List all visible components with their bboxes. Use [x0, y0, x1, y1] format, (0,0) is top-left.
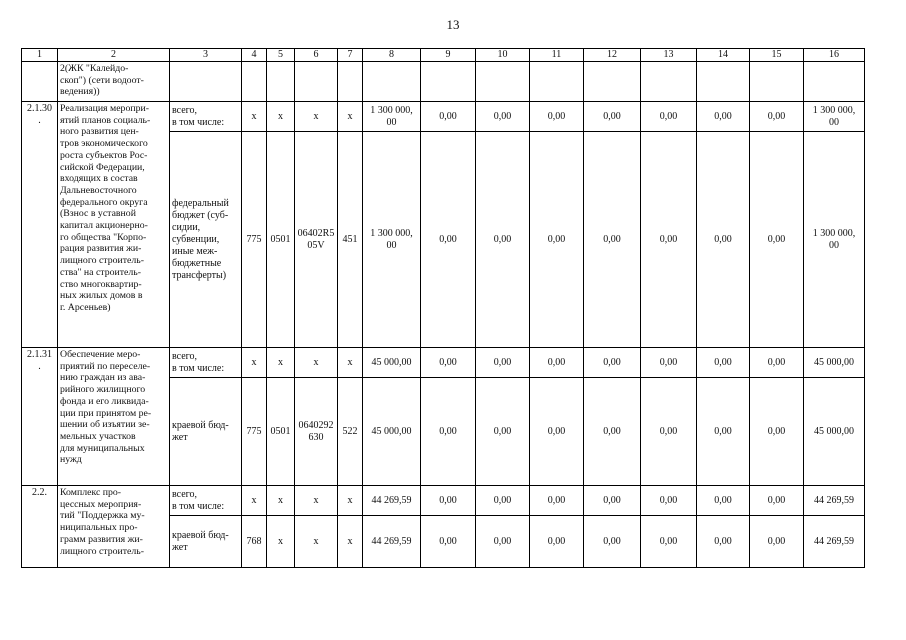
item-name: Обеспечение меро- приятий по переселе- нию граждан из ава- рийного жилищного фонда и его ликвида- ции при принятом ре- шении об изъятии зе- мельных участков для муниципальных нужд: [58, 348, 170, 486]
value-cell: 45 000,00: [363, 348, 421, 378]
value-cell: x: [338, 486, 363, 516]
value-cell: 0,00: [584, 486, 641, 516]
empty-cell: [584, 62, 641, 102]
empty-cell: [338, 62, 363, 102]
value-cell: 768: [242, 516, 267, 568]
value-cell: 0,00: [476, 516, 530, 568]
value-cell: x: [242, 102, 267, 132]
value-cell: 44 269,59: [363, 486, 421, 516]
value-cell: 0,00: [476, 378, 530, 486]
value-cell: x: [295, 102, 338, 132]
header-cell: 13: [641, 49, 697, 62]
header-cell: 12: [584, 49, 641, 62]
empty-cell: [295, 62, 338, 102]
header-cell: 9: [421, 49, 476, 62]
funding-source: федеральный бюджет (суб- сидии, субвенции, иные меж- бюджетные трансферты): [170, 132, 242, 348]
value-cell: 0,00: [530, 378, 584, 486]
item-total-row: [22, 348, 865, 378]
header-cell: 8: [363, 49, 421, 62]
value-cell: 1 300 000, 00: [804, 132, 865, 348]
value-cell: 0,00: [641, 132, 697, 348]
header-cell: 15: [750, 49, 804, 62]
value-cell: 775: [242, 378, 267, 486]
value-cell: 0,00: [421, 132, 476, 348]
header-cell: 6: [295, 49, 338, 62]
value-cell: 0,00: [421, 516, 476, 568]
value-cell: 0,00: [530, 132, 584, 348]
header-cell: 11: [530, 49, 584, 62]
continuation-row: [22, 62, 865, 102]
empty-cell: [421, 62, 476, 102]
value-cell: 0501: [267, 378, 295, 486]
item-number: 2.1.31 .: [22, 348, 58, 486]
value-cell: x: [267, 348, 295, 378]
value-cell: 0,00: [584, 378, 641, 486]
value-cell: x: [338, 348, 363, 378]
value-cell: 0,00: [750, 378, 804, 486]
item-name: Комплекс про- цессных мероприя- тий "Поддержка му- ниципальных про- грамм развития жи- лищного строитель-: [58, 486, 170, 568]
value-cell: 0501: [267, 132, 295, 348]
funding-source: всего, в том числе:: [170, 102, 242, 132]
empty-cell: [697, 62, 750, 102]
empty-cell: [242, 62, 267, 102]
value-cell: 0,00: [530, 516, 584, 568]
value-cell: 0,00: [697, 516, 750, 568]
value-cell: 451: [338, 132, 363, 348]
empty-cell: [530, 62, 584, 102]
empty-cell: [363, 62, 421, 102]
item-total-row: [22, 102, 865, 132]
funding-source: всего, в том числе:: [170, 348, 242, 378]
value-cell: 45 000,00: [804, 378, 865, 486]
value-cell: 44 269,59: [804, 516, 865, 568]
value-cell: 0,00: [750, 486, 804, 516]
value-cell: 0,00: [641, 102, 697, 132]
item-name: Реализация меропри- ятий планов социаль- ного развития цен- тров экономического роста субъектов Рос- сийской Федерации, входящих в состав Дальневосточного федерального округа (Взнос в уставной капитал акционерно- го общества "Корпо- рация развития жи- лищного строитель- ства" на строитель- ство многоквартир- ных жилых домов в г. Арсеньев): [58, 102, 170, 348]
value-cell: 0,00: [641, 516, 697, 568]
value-cell: 0,00: [750, 132, 804, 348]
empty-cell: [170, 62, 242, 102]
item-total-row: [22, 486, 865, 516]
value-cell: 0,00: [584, 102, 641, 132]
page-number: 13: [446, 17, 460, 32]
value-cell: 0,00: [530, 486, 584, 516]
value-cell: 0,00: [584, 132, 641, 348]
funding-source: краевой бюд- жет: [170, 516, 242, 568]
value-cell: 44 269,59: [804, 486, 865, 516]
value-cell: 45 000,00: [363, 378, 421, 486]
funding-source: всего, в том числе:: [170, 486, 242, 516]
funding-source: краевой бюд- жет: [170, 378, 242, 486]
value-cell: 0,00: [476, 486, 530, 516]
value-cell: 0,00: [584, 348, 641, 378]
header-cell: 3: [170, 49, 242, 62]
header-cell: 16: [804, 49, 865, 62]
value-cell: 0,00: [476, 102, 530, 132]
value-cell: 0,00: [476, 348, 530, 378]
value-cell: x: [295, 516, 338, 568]
value-cell: 0,00: [697, 132, 750, 348]
value-cell: 0,00: [530, 348, 584, 378]
item-name: 2(ЖК "Калейдо- скоп") (сети водоот- ведения)): [58, 62, 170, 102]
value-cell: 0,00: [476, 132, 530, 348]
value-cell: 0,00: [421, 102, 476, 132]
header-cell: 10: [476, 49, 530, 62]
header-row: [22, 49, 865, 62]
value-cell: 0,00: [421, 486, 476, 516]
value-cell: x: [267, 486, 295, 516]
value-cell: 0,00: [584, 516, 641, 568]
value-cell: 0,00: [421, 348, 476, 378]
empty-cell: [750, 62, 804, 102]
value-cell: 06402R5 05V: [295, 132, 338, 348]
item-number: [22, 62, 58, 102]
value-cell: 0,00: [641, 378, 697, 486]
header-cell: 2: [58, 49, 170, 62]
value-cell: 1 300 000, 00: [804, 102, 865, 132]
value-cell: 0,00: [750, 102, 804, 132]
value-cell: 1 300 000, 00: [363, 102, 421, 132]
value-cell: x: [295, 486, 338, 516]
value-cell: 1 300 000, 00: [363, 132, 421, 348]
value-cell: 775: [242, 132, 267, 348]
value-cell: x: [267, 102, 295, 132]
value-cell: x: [295, 348, 338, 378]
value-cell: 44 269,59: [363, 516, 421, 568]
value-cell: 0,00: [697, 102, 750, 132]
value-cell: 0,00: [641, 348, 697, 378]
value-cell: x: [338, 516, 363, 568]
header-cell: 4: [242, 49, 267, 62]
value-cell: 0,00: [697, 486, 750, 516]
value-cell: 0,00: [697, 348, 750, 378]
value-cell: 45 000,00: [804, 348, 865, 378]
header-cell: 5: [267, 49, 295, 62]
value-cell: 0,00: [530, 102, 584, 132]
header-cell: 1: [22, 49, 58, 62]
value-cell: 0640292 630: [295, 378, 338, 486]
value-cell: x: [267, 516, 295, 568]
item-number: 2.2.: [22, 486, 58, 568]
value-cell: x: [242, 486, 267, 516]
budget-table: [21, 48, 865, 568]
value-cell: 0,00: [750, 348, 804, 378]
header-cell: 7: [338, 49, 363, 62]
item-number: 2.1.30 .: [22, 102, 58, 348]
empty-cell: [267, 62, 295, 102]
value-cell: 0,00: [641, 486, 697, 516]
empty-cell: [804, 62, 865, 102]
empty-cell: [476, 62, 530, 102]
value-cell: 522: [338, 378, 363, 486]
value-cell: x: [242, 348, 267, 378]
value-cell: 0,00: [697, 378, 750, 486]
header-cell: 14: [697, 49, 750, 62]
value-cell: x: [338, 102, 363, 132]
value-cell: 0,00: [421, 378, 476, 486]
value-cell: 0,00: [750, 516, 804, 568]
empty-cell: [641, 62, 697, 102]
